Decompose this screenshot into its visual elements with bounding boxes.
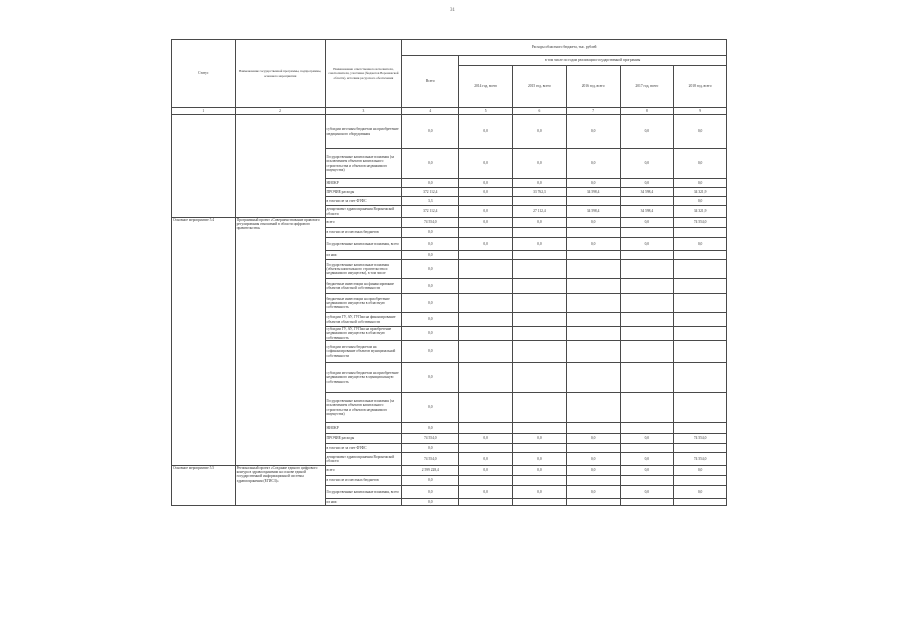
year-value-cell (674, 444, 727, 453)
total-value-cell: 0,0 (402, 260, 459, 279)
source-label-cell: субсидии местным бюджетам на приобретение недвижимого имущества в муниципальную собственность (325, 363, 402, 393)
year-value-cell (513, 393, 567, 423)
year-value-cell: 34 598,4 (620, 206, 674, 218)
year-value-cell (620, 251, 674, 260)
source-label-cell: ПРОЧИЕ расходы (325, 188, 402, 197)
year-value-cell: 0,0 (566, 218, 620, 228)
total-value-cell: 0,0 (402, 393, 459, 423)
year-value-cell: 0,0 (513, 218, 567, 228)
year-value-cell: 0,0 (459, 434, 513, 444)
header-year: 2014 год, всего (459, 66, 513, 108)
year-value-cell (620, 294, 674, 313)
total-value-cell: 0,0 (402, 115, 459, 149)
total-value-cell: 0,0 (402, 476, 459, 486)
year-value-cell (459, 423, 513, 434)
year-value-cell (513, 260, 567, 279)
year-value-cell: 0,0 (459, 179, 513, 188)
year-value-cell: 27 112,4 (513, 206, 567, 218)
total-value-cell: 3,3 (402, 197, 459, 206)
year-value-cell (459, 327, 513, 341)
source-label-cell: в том числе из местных бюджетов (325, 228, 402, 238)
year-value-cell (620, 260, 674, 279)
year-value-cell (566, 327, 620, 341)
year-value-cell (566, 260, 620, 279)
year-value-cell (459, 341, 513, 363)
total-value-cell: 0,0 (402, 279, 459, 294)
year-value-cell (459, 499, 513, 506)
header-status: Статус (172, 40, 236, 108)
year-value-cell (620, 197, 674, 206)
source-label-cell: из них: (325, 251, 402, 260)
year-value-cell: 0,0 (459, 238, 513, 251)
year-value-cell: 0,0 (566, 486, 620, 499)
year-value-cell (566, 444, 620, 453)
year-value-cell: 0,0 (459, 453, 513, 466)
year-value-cell (513, 313, 567, 327)
year-value-cell (620, 341, 674, 363)
year-value-cell: 0,0 (513, 179, 567, 188)
source-label-cell: субсидии местным бюджетам на софинансирование объектов муниципальной собственности (325, 341, 402, 363)
year-value-cell (620, 363, 674, 393)
total-value-cell: 74 554,0 (402, 453, 459, 466)
year-value-cell: 0,0 (513, 238, 567, 251)
year-value-cell: 0,0 (459, 218, 513, 228)
year-value-cell: 0,0 (674, 149, 727, 179)
source-label-cell: бюджетные инвестиции на приобретение недвижимого имущества в областную собственность (325, 294, 402, 313)
source-label-cell: НИОКР (325, 423, 402, 434)
page-number: 31 (450, 8, 455, 13)
year-value-cell (459, 228, 513, 238)
source-label-cell: из них: (325, 499, 402, 506)
year-value-cell (566, 423, 620, 434)
source-label-cell: Государственные капитальные вложения, всего (325, 238, 402, 251)
year-value-cell (566, 499, 620, 506)
year-value-cell (566, 197, 620, 206)
column-number: 8 (620, 108, 674, 115)
year-value-cell (513, 341, 567, 363)
year-value-cell: 0,0 (566, 179, 620, 188)
year-value-cell: 0,0 (513, 486, 567, 499)
header-year: 2015 год, всего (513, 66, 567, 108)
year-value-cell: 0,0 (566, 238, 620, 251)
program-name-cell (235, 115, 325, 218)
column-number: 6 (513, 108, 567, 115)
source-label-cell: субсидии местным бюджетам на приобретение медицинского оборудования (325, 115, 402, 149)
year-value-cell: 0,0 (620, 179, 674, 188)
year-value-cell (566, 393, 620, 423)
source-label-cell: субсидии ГУ, АУ, ГУПам на приобретение недвижимого имущества в областную собственность (325, 327, 402, 341)
year-value-cell: 0,0 (566, 434, 620, 444)
source-label-cell: ПРОЧИЕ расходы (325, 434, 402, 444)
year-value-cell (674, 228, 727, 238)
year-value-cell (513, 327, 567, 341)
year-value-cell: 0,0 (620, 486, 674, 499)
total-value-cell: 0,0 (402, 294, 459, 313)
year-value-cell (674, 499, 727, 506)
table-row (172, 115, 727, 149)
year-value-cell (513, 197, 567, 206)
year-value-cell: 0,0 (674, 486, 727, 499)
total-value-cell: 2 599 228,4 (402, 466, 459, 476)
source-label-cell: всего (325, 466, 402, 476)
column-number: 3 (325, 108, 402, 115)
year-value-cell: 0,0 (566, 453, 620, 466)
source-label-cell: в том числе за счет ФТФС (325, 444, 402, 453)
total-value-cell: 74 554,0 (402, 218, 459, 228)
source-label-cell: в том числе из местных бюджетов (325, 476, 402, 486)
year-value-cell: 0,0 (620, 453, 674, 466)
header-year: 2017 год, всего (620, 66, 674, 108)
year-value-cell: 0,0 (620, 238, 674, 251)
year-value-cell: 0,0 (513, 466, 567, 476)
source-label-cell: субсидии ГУ, АУ, ГУПам на финансирование объектов областной собственности (325, 313, 402, 327)
year-value-cell: 34 321,9 (674, 188, 727, 197)
program-name-cell: Программный проект «Совершенствование правового регулирования отношений в области цифрового правительства» (235, 218, 325, 466)
total-value-cell: 0,0 (402, 179, 459, 188)
year-value-cell (674, 423, 727, 434)
year-value-cell (566, 251, 620, 260)
column-number: 5 (459, 108, 513, 115)
year-value-cell (620, 313, 674, 327)
year-value-cell (674, 313, 727, 327)
program-name-cell: Региональный проект «Создание единого цифрового контура в здравоохранении на основе единой государственной информационной системы здравоохранения (ЕГИСЗ)» (235, 466, 325, 506)
column-number: 9 (674, 108, 727, 115)
header-source-name: Наименование ответственного исполнителя, соисполнителя, участника (бюджетов Воронежской области), источник ресурсного обеспечения (325, 40, 402, 108)
year-value-cell: 0,0 (674, 466, 727, 476)
year-value-cell: 34 598,4 (566, 188, 620, 197)
total-value-cell: 372 112,4 (402, 188, 459, 197)
year-value-cell (566, 476, 620, 486)
year-value-cell: 0,0 (620, 149, 674, 179)
year-value-cell: 0,0 (620, 434, 674, 444)
year-value-cell (620, 476, 674, 486)
year-value-cell (566, 228, 620, 238)
year-value-cell: 0,0 (459, 486, 513, 499)
status-cell: Основное мероприятие 5.5 (172, 466, 236, 506)
year-value-cell: 0,0 (620, 466, 674, 476)
year-value-cell (674, 327, 727, 341)
year-value-cell: 34 598,4 (566, 206, 620, 218)
year-value-cell (620, 499, 674, 506)
year-value-cell (620, 393, 674, 423)
year-value-cell (459, 444, 513, 453)
year-value-cell (459, 260, 513, 279)
year-value-cell: 0,0 (674, 197, 727, 206)
year-value-cell (513, 476, 567, 486)
total-value-cell: 0,0 (402, 363, 459, 393)
source-label-cell: бюджетные инвестиции на финансирование объектов областной собственности (325, 279, 402, 294)
year-value-cell (620, 327, 674, 341)
year-value-cell: 0,0 (674, 238, 727, 251)
year-value-cell (459, 313, 513, 327)
year-value-cell: 0,0 (459, 466, 513, 476)
year-value-cell (566, 341, 620, 363)
year-value-cell (674, 294, 727, 313)
source-label-cell: Государственные капитальные вложения (за исключением объектов капитального строительства и объектов недвижимого имущества) (325, 393, 402, 423)
year-value-cell (459, 476, 513, 486)
year-value-cell: 74 554,0 (674, 218, 727, 228)
budget-table (171, 39, 727, 506)
total-value-cell: 74 554,0 (402, 434, 459, 444)
year-value-cell: 0,0 (459, 188, 513, 197)
year-value-cell (459, 363, 513, 393)
header-by-years: в том числе по годам реализации государственной программы (459, 56, 727, 66)
status-cell (172, 115, 236, 218)
year-value-cell (513, 279, 567, 294)
year-value-cell: 34 598,4 (620, 188, 674, 197)
year-value-cell: 33 762,3 (513, 188, 567, 197)
year-value-cell (566, 313, 620, 327)
year-value-cell: 0,0 (566, 466, 620, 476)
year-value-cell (566, 279, 620, 294)
year-value-cell (620, 228, 674, 238)
source-label-cell: всего (325, 218, 402, 228)
year-value-cell: 74 554,0 (674, 434, 727, 444)
year-value-cell (674, 260, 727, 279)
total-value-cell: 372 112,4 (402, 206, 459, 218)
year-value-cell (674, 393, 727, 423)
year-value-cell: 34 321,9 (674, 206, 727, 218)
total-value-cell: 0,0 (402, 228, 459, 238)
year-value-cell (674, 363, 727, 393)
source-label-cell: в том числе за счет ФТФС (325, 197, 402, 206)
source-label-cell: Государственные капитальные вложения, всего (325, 486, 402, 499)
year-value-cell (459, 279, 513, 294)
header-year: 2018 год, всего (674, 66, 727, 108)
year-value-cell (459, 393, 513, 423)
header-program-name: Наименование государственной программы, подпрограммы, основного мероприятия (235, 40, 325, 108)
year-value-cell: 0,0 (513, 115, 567, 149)
total-value-cell: 0,0 (402, 238, 459, 251)
year-value-cell (513, 363, 567, 393)
year-value-cell (620, 279, 674, 294)
total-value-cell: 0,0 (402, 313, 459, 327)
table-row (172, 466, 727, 476)
year-value-cell (513, 251, 567, 260)
year-value-cell: 0,0 (674, 115, 727, 149)
year-value-cell: 0,0 (620, 218, 674, 228)
total-value-cell: 0,0 (402, 444, 459, 453)
total-value-cell: 0,0 (402, 341, 459, 363)
column-number: 7 (566, 108, 620, 115)
year-value-cell (513, 444, 567, 453)
year-value-cell (674, 251, 727, 260)
year-value-cell: 0,0 (566, 149, 620, 179)
column-number: 2 (235, 108, 325, 115)
total-value-cell: 0,0 (402, 251, 459, 260)
year-value-cell (513, 228, 567, 238)
year-value-cell (674, 279, 727, 294)
year-value-cell (459, 294, 513, 313)
year-value-cell: 0,0 (459, 206, 513, 218)
year-value-cell: 0,0 (620, 115, 674, 149)
year-value-cell (566, 294, 620, 313)
year-value-cell (620, 423, 674, 434)
column-number: 4 (402, 108, 459, 115)
column-number: 1 (172, 108, 236, 115)
year-value-cell (674, 341, 727, 363)
year-value-cell (620, 444, 674, 453)
year-value-cell (459, 197, 513, 206)
year-value-cell: 0,0 (513, 453, 567, 466)
year-value-cell (513, 423, 567, 434)
year-value-cell: 74 554,0 (674, 453, 727, 466)
header-year: 2016 год, всего (566, 66, 620, 108)
total-value-cell: 0,0 (402, 499, 459, 506)
year-value-cell (513, 294, 567, 313)
source-label-cell: Государственные капитальные вложения (объекты капитального строительства и недвижимого имущества), в том числе (325, 260, 402, 279)
year-value-cell: 0,0 (566, 115, 620, 149)
status-cell: Основное мероприятие 5.4 (172, 218, 236, 466)
year-value-cell (513, 499, 567, 506)
total-value-cell: 0,0 (402, 149, 459, 179)
total-value-cell: 0,0 (402, 423, 459, 434)
source-label-cell: НИОКР (325, 179, 402, 188)
year-value-cell: 0,0 (459, 149, 513, 179)
year-value-cell: 0,0 (513, 434, 567, 444)
year-value-cell: 0,0 (674, 179, 727, 188)
year-value-cell (459, 251, 513, 260)
header-total: Всего (402, 56, 459, 108)
year-value-cell (674, 476, 727, 486)
header-expenses-title: Расходы областного бюджета, тыс. рублей (402, 40, 727, 56)
source-label-cell: департамент здравоохранения Воронежской области (325, 206, 402, 218)
year-value-cell: 0,0 (459, 115, 513, 149)
source-label-cell: департамент здравоохранения Воронежской области (325, 453, 402, 466)
year-value-cell (566, 363, 620, 393)
table-row (172, 218, 727, 228)
total-value-cell: 0,0 (402, 327, 459, 341)
total-value-cell: 0,0 (402, 486, 459, 499)
year-value-cell: 0,0 (513, 149, 567, 179)
source-label-cell: Государственные капитальные вложения (за исключением объектов капитального строительства и объектов недвижимого имущества) (325, 149, 402, 179)
